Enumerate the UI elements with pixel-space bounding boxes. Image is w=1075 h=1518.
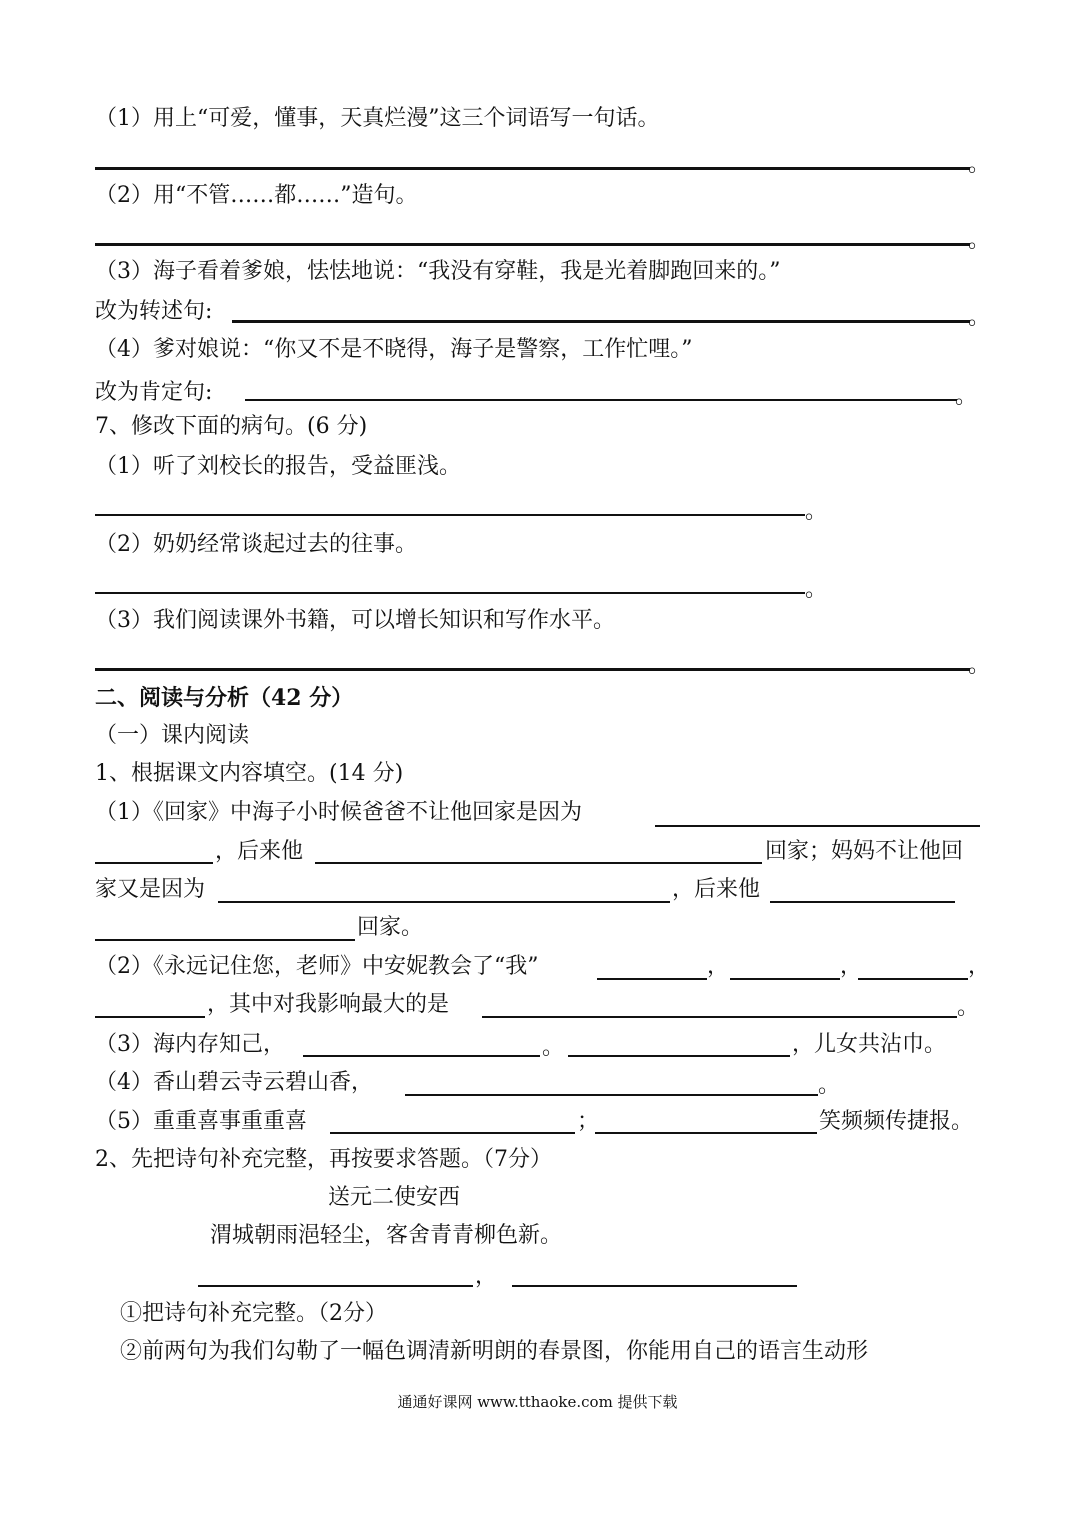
q1-1-text-a: （1）《回家》中海子小时候爸爸不让他回家是因为 bbox=[95, 800, 582, 825]
period-mark: 。 bbox=[805, 499, 828, 524]
q1-3-text-a: （3）海内存知己， bbox=[95, 1032, 285, 1057]
q7-1-answer-line[interactable] bbox=[95, 514, 805, 516]
q1-2-text-a: （2）《永远记住您，老师》中安妮教会了“我” bbox=[95, 954, 539, 979]
period-mark: 。 bbox=[968, 152, 991, 177]
q2-1-prompt: ①把诗句补充完整。（2分） bbox=[120, 1301, 387, 1326]
q1-2-blank-4[interactable] bbox=[95, 1016, 205, 1018]
semicolon: ； bbox=[577, 1109, 600, 1134]
q1-3-text-b: ，儿女共沾巾。 bbox=[792, 1032, 947, 1057]
q6-4-prompt: （4）爹对娘说：“你又不是不晓得，海子是警察，工作忙哩。” bbox=[95, 337, 693, 362]
q1-5-blank-1[interactable] bbox=[330, 1132, 575, 1134]
q7-title: 7、修改下面的病句。(6 分) bbox=[95, 414, 368, 439]
period-mark: 。 bbox=[818, 1073, 841, 1098]
q7-2-prompt: （2）奶奶经常谈起过去的往事。 bbox=[95, 532, 417, 557]
q6-4-label: 改为肯定句: bbox=[95, 380, 213, 405]
q6-3-label: 改为转述句: bbox=[95, 299, 213, 324]
q1-2-blank-2[interactable] bbox=[730, 978, 840, 980]
q7-1-prompt: （1）听了刘校长的报告，受益匪浅。 bbox=[95, 454, 461, 479]
subsection-heading: （一）课内阅读 bbox=[95, 723, 250, 748]
q7-2-answer-line[interactable] bbox=[95, 592, 805, 594]
q6-1-answer-line[interactable] bbox=[95, 167, 970, 170]
section-2-heading: 二、阅读与分析（42 分） bbox=[95, 685, 354, 711]
poem-blank-2[interactable] bbox=[512, 1285, 797, 1287]
q1-1-blank-3[interactable] bbox=[315, 862, 762, 864]
q1-1-text-b: ，后来他 bbox=[215, 839, 304, 864]
q7-3-answer-line[interactable] bbox=[95, 668, 970, 671]
period-mark: 。 bbox=[542, 1035, 565, 1060]
q1-4-blank-1[interactable] bbox=[405, 1094, 818, 1096]
poem-blank-1[interactable] bbox=[198, 1285, 473, 1287]
q2-title: 2、先把诗句补充完整，再按要求答题。（7分） bbox=[95, 1147, 552, 1172]
period-mark: 。 bbox=[957, 995, 980, 1020]
q1-1-text-d: 家又是因为 bbox=[95, 877, 206, 902]
q1-1-blank-1[interactable] bbox=[655, 825, 980, 827]
q1-2-blank-5[interactable] bbox=[482, 1016, 957, 1018]
period-mark: 。 bbox=[805, 577, 828, 602]
q6-2-answer-line[interactable] bbox=[95, 243, 970, 246]
q7-3-prompt: （3）我们阅读课外书籍，可以增长知识和写作水平。 bbox=[95, 608, 615, 633]
q1-3-blank-1[interactable] bbox=[303, 1055, 540, 1057]
q6-3-answer-line[interactable] bbox=[232, 320, 970, 323]
q6-3-prompt: （3）海子看着爹娘，怯怯地说：“我没有穿鞋，我是光着脚跑回来的。” bbox=[95, 259, 781, 284]
footer-credit: 通通好课网 www.tthaoke.com 提供下载 bbox=[397, 1393, 678, 1411]
q1-1-blank-5[interactable] bbox=[770, 901, 955, 903]
q1-1-text-c: 回家；妈妈不让他回 bbox=[765, 839, 964, 864]
q1-4-text-a: （4）香山碧云寺云碧山香， bbox=[95, 1070, 373, 1095]
comma: ， bbox=[968, 954, 991, 979]
q6-4-answer-line[interactable] bbox=[245, 399, 957, 401]
q1-1-blank-6[interactable] bbox=[95, 939, 355, 941]
comma: ， bbox=[840, 954, 863, 979]
q1-2-blank-3[interactable] bbox=[858, 978, 968, 980]
q1-1-blank-2[interactable] bbox=[95, 862, 213, 864]
period-mark: 。 bbox=[955, 384, 978, 409]
q1-2-blank-1[interactable] bbox=[597, 978, 707, 980]
q1-5-text-a: （5）重重喜事重重喜 bbox=[95, 1109, 307, 1134]
period-mark: 。 bbox=[968, 228, 991, 253]
q1-1-blank-4[interactable] bbox=[218, 901, 670, 903]
q1-5-text-b: 笑频频传捷报。 bbox=[819, 1109, 974, 1134]
period-mark: 。 bbox=[968, 305, 991, 330]
q1-1-text-e: ，后来他 bbox=[672, 877, 761, 902]
period-mark: 。 bbox=[968, 653, 991, 678]
q6-1-prompt: （1）用上“可爱，懂事，天真烂漫”这三个词语写一句话。 bbox=[95, 106, 660, 131]
q1-title: 1、根据课文内容填空。(14 分) bbox=[95, 761, 404, 786]
q2-2-prompt: ②前两句为我们勾勒了一幅色调清新明朗的春景图，你能用自己的语言生动形 bbox=[120, 1339, 869, 1364]
poem-line-1: 渭城朝雨浥轻尘，客舍青青柳色新。 bbox=[210, 1223, 563, 1248]
q1-1-text-f: 回家。 bbox=[357, 915, 424, 940]
q1-3-blank-2[interactable] bbox=[568, 1055, 790, 1057]
q6-2-prompt: （2）用“不管……都……”造句。 bbox=[95, 183, 418, 208]
q1-2-text-b: ，其中对我影响最大的是 bbox=[207, 992, 450, 1017]
q1-5-blank-2[interactable] bbox=[595, 1132, 817, 1134]
comma: ， bbox=[475, 1264, 498, 1289]
poem-title: 送元二使安西 bbox=[328, 1185, 461, 1210]
comma: ， bbox=[707, 954, 730, 979]
